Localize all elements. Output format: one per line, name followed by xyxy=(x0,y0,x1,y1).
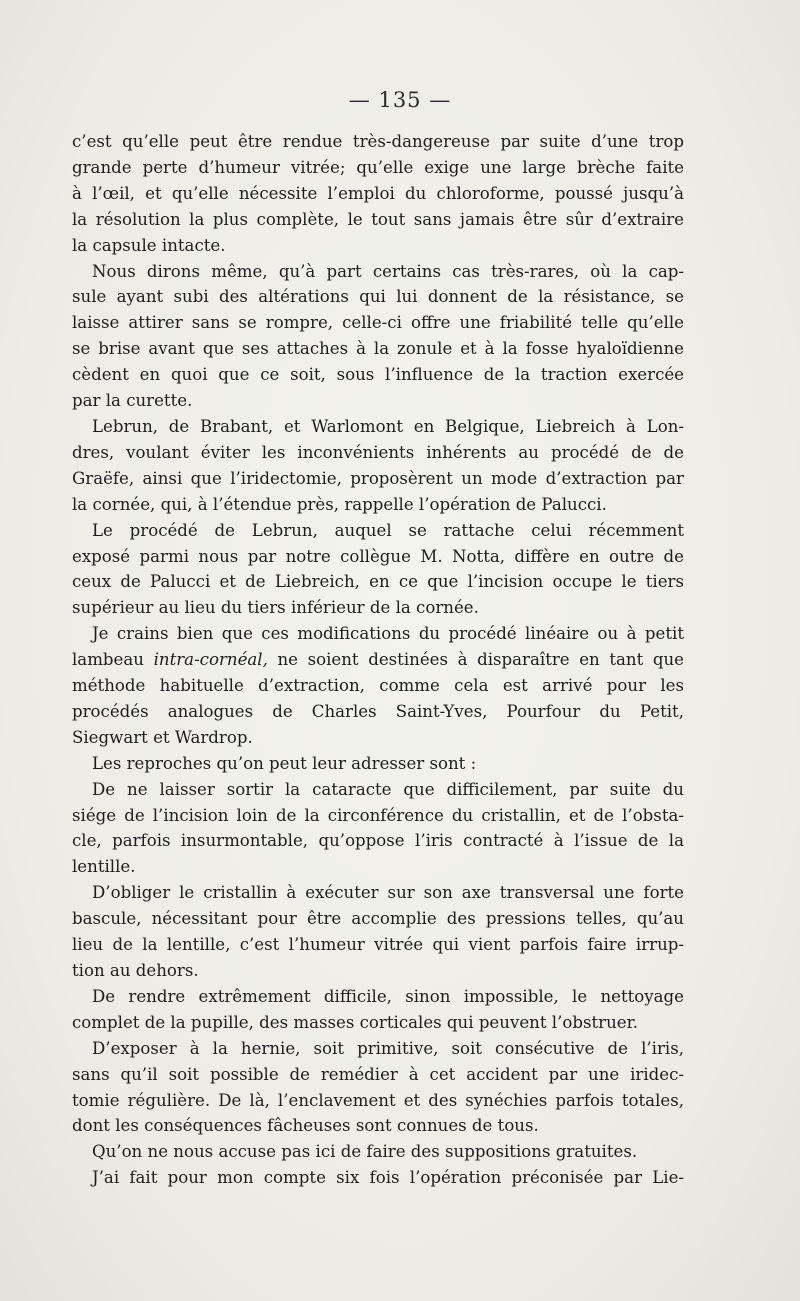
text-line: Je crains bien que ces modifications du procédé linéaire ou à petit xyxy=(92,624,684,644)
text-line: dont les conséquences fâcheuses sont connues de tous. xyxy=(72,1116,539,1136)
text-line: Le procédé de Lebrun, auquel se rattache celui récemment xyxy=(92,520,684,540)
text-line: tion au dehors. xyxy=(72,961,199,980)
text-line: sans qu’il soit possible de remédier à cet accident par une iridec- xyxy=(72,1064,684,1084)
text-line: supérieur au lieu du tiers inférieur de la cornée. xyxy=(72,598,479,618)
text-line: lentille. xyxy=(72,857,136,877)
text-line: Siegwart et Wardrop. xyxy=(72,727,253,747)
text-line: complet de la pupille, des masses corticales qui peuvent l’obstruer. xyxy=(72,1012,638,1032)
body-text xyxy=(72,129,684,1191)
text-line: la résolution la plus complète, le tout sans jamais être sûr d’extraire xyxy=(72,209,684,229)
text-line: bascule, nécessitant pour être accomplie des pressions telles, qu’au xyxy=(72,909,684,929)
text-fragment: ne soient destinées à disparaître en tant que xyxy=(267,650,684,670)
text-line: par la curette. xyxy=(72,391,193,411)
text-line: De ne laisser sortir la cataracte que difficilement, par suite du xyxy=(92,779,684,799)
text-line: Graëfe, ainsi que l’iridectomie, proposèrent un mode d’extraction par xyxy=(72,468,684,488)
text-line: cle, parfois insurmontable, qu’oppose l’iris contracté à l’issue de la xyxy=(72,831,684,851)
text-line: Lebrun, de Brabant, et Warlomont en Belgique, Liebreich à Lon- xyxy=(92,416,684,436)
text-line: dres, voulant éviter les inconvénients inhérents au procédé de de xyxy=(72,442,684,462)
text-line: siége de l’incision loin de la circonférence du cristallin, et de l’obsta- xyxy=(72,805,684,825)
italic-term: intra-cornéal, xyxy=(153,650,268,670)
text-line: méthode habituelle d’extraction, comme cela est arrivé pour les xyxy=(72,676,684,696)
text-line: lieu de la lentille, c’est l’humeur vitrée qui vient parfois faire irrup- xyxy=(72,935,684,955)
text-line: ceux de Palucci et de Liebreich, en ce que l’incision occupe le tiers xyxy=(72,572,684,592)
text-line: la cornée, qui, à l’étendue près, rappelle l’opération de Palucci. xyxy=(72,494,607,514)
text-line: se brise avant que ses attaches à la zonule et à la fosse hyaloïdienne xyxy=(72,339,684,359)
text-line: exposé parmi nous par notre collègue M. Notta, diffère en outre de xyxy=(72,546,684,566)
text-line-with-italic xyxy=(72,647,684,673)
text-line: D’exposer à la hernie, soit primitive, soit consécutive de l’iris, xyxy=(92,1038,684,1058)
text-line: De rendre extrêmement difficile, sinon impossible, le nettoyage xyxy=(92,986,684,1006)
page-number: — 135 — xyxy=(348,88,452,112)
text-line: Qu’on ne nous accuse pas ici de faire des suppositions gratuites. xyxy=(92,1142,638,1162)
text-line: procédés analogues de Charles Saint-Yves, Pourfour du Petit, xyxy=(72,701,684,721)
text-line: J’ai fait pour mon compte six fois l’opération préconisée par Lie- xyxy=(92,1168,684,1188)
text-line: à l’œil, et qu’elle nécessite l’emploi du chloroforme, poussé jusqu’à xyxy=(72,183,684,203)
text-line: Nous dirons même, qu’à part certains cas très-rares, où la cap- xyxy=(92,261,684,281)
text-fragment: lambeau xyxy=(72,650,154,670)
text-line: tomie régulière. De là, l’enclavement et des synéchies parfois totales, xyxy=(72,1090,684,1110)
text-line: grande perte d’humeur vitrée; qu’elle exige une large brèche faite xyxy=(72,157,684,177)
text-line: Les reproches qu’on peut leur adresser sont : xyxy=(92,753,477,773)
text-line: laisse attirer sans se rompre, celle-ci offre une friabilité telle qu’elle xyxy=(72,313,684,333)
text-line: D’obliger le cristallin à exécuter sur son axe transversal une forte xyxy=(92,883,684,903)
text-line: la capsule intacte. xyxy=(72,235,226,255)
text-line: c’est qu’elle peut être rendue très-dangereuse par suite d’une trop xyxy=(72,132,684,151)
text-line: cèdent en quoi que ce soit, sous l’influence de la traction exercée xyxy=(72,365,684,385)
text-line: sule ayant subi des altérations qui lui donnent de la résistance, se xyxy=(72,287,684,307)
